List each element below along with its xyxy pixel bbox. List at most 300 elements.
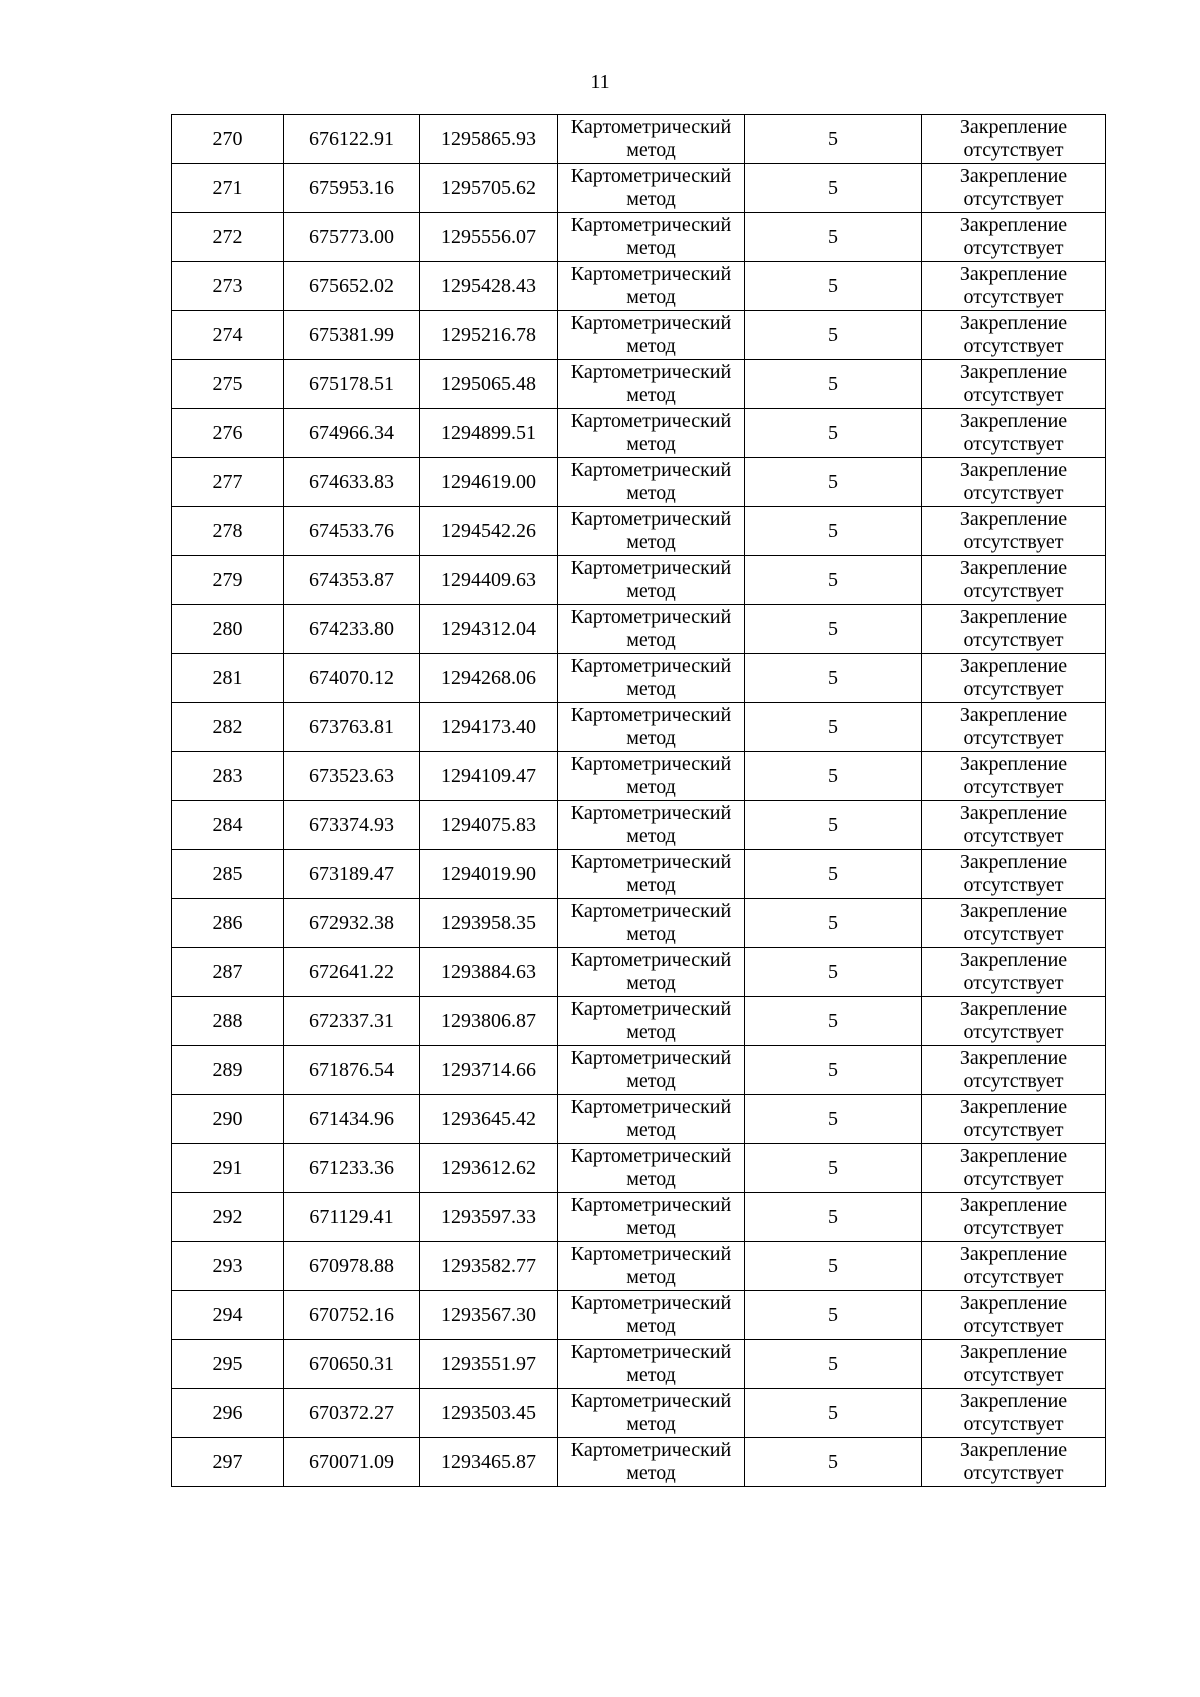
fixation-cell [922,1291,1106,1340]
fixation-text-line: Закрепление [959,704,1068,726]
y-coordinate-cell: 1293645.42 [420,1095,558,1144]
accuracy-cell: 5 [745,801,922,850]
fixation-cell [922,703,1106,752]
table-row [172,899,1106,948]
accuracy-cell: 5 [745,213,922,262]
method-text-line: метод [626,1168,676,1190]
point-number-cell: 272 [172,213,284,262]
accuracy-cell: 5 [745,850,922,899]
point-number-cell: 271 [172,164,284,213]
y-coordinate-cell: 1293958.35 [420,899,558,948]
fixation-cell [922,507,1106,556]
x-coordinate-cell: 675953.16 [284,164,420,213]
point-number-cell: 288 [172,997,284,1046]
fixation-text-line: отсутствует [963,727,1064,749]
table-row [172,360,1106,409]
table-row [172,948,1106,997]
fixation-cell [922,1144,1106,1193]
y-coordinate-cell: 1294173.40 [420,703,558,752]
method-text-line: Картометрический [570,557,732,579]
y-coordinate-cell: 1293714.66 [420,1046,558,1095]
fixation-text-line: Закрепление [959,802,1068,824]
point-number-cell: 294 [172,1291,284,1340]
fixation-text-line: Закрепление [959,459,1068,481]
fixation-cell [922,164,1106,213]
fixation-cell [922,115,1106,164]
x-coordinate-cell: 674633.83 [284,458,420,507]
y-coordinate-cell: 1294312.04 [420,605,558,654]
point-number-cell: 290 [172,1095,284,1144]
y-coordinate-cell: 1295865.93 [420,115,558,164]
accuracy-cell: 5 [745,948,922,997]
x-coordinate-cell: 674070.12 [284,654,420,703]
fixation-text-line: Закрепление [959,214,1068,236]
point-number-cell: 284 [172,801,284,850]
fixation-text-line: отсутствует [963,433,1064,455]
method-text-line: метод [626,825,676,847]
method-text-line: метод [626,286,676,308]
y-coordinate-cell: 1294075.83 [420,801,558,850]
method-cell [558,164,745,213]
x-coordinate-cell: 671233.36 [284,1144,420,1193]
y-coordinate-cell: 1295556.07 [420,213,558,262]
method-text-line: метод [626,923,676,945]
y-coordinate-cell: 1293465.87 [420,1438,558,1487]
method-cell [558,1046,745,1095]
method-cell [558,213,745,262]
fixation-text-line: Закрепление [959,361,1068,383]
method-text-line: метод [626,482,676,504]
point-number-cell: 275 [172,360,284,409]
accuracy-cell: 5 [745,507,922,556]
method-text-line: метод [626,433,676,455]
x-coordinate-cell: 674233.80 [284,605,420,654]
y-coordinate-cell: 1294899.51 [420,409,558,458]
fixation-text-line: отсутствует [963,678,1064,700]
table-row [172,1144,1106,1193]
fixation-cell [922,311,1106,360]
table-row [172,1389,1106,1438]
method-text-line: метод [626,1070,676,1092]
x-coordinate-cell: 674353.87 [284,556,420,605]
method-text-line: Картометрический [570,1047,732,1069]
y-coordinate-cell: 1293612.62 [420,1144,558,1193]
method-cell [558,997,745,1046]
method-text-line: метод [626,531,676,553]
fixation-cell [922,997,1106,1046]
accuracy-cell: 5 [745,360,922,409]
method-text-line: Картометрический [570,116,732,138]
point-number-cell: 296 [172,1389,284,1438]
fixation-text-line: Закрепление [959,312,1068,334]
method-text-line: метод [626,335,676,357]
x-coordinate-cell: 672932.38 [284,899,420,948]
method-text-line: Картометрический [570,655,732,677]
fixation-text-line: отсутствует [963,237,1064,259]
fixation-text-line: Закрепление [959,655,1068,677]
method-text-line: метод [626,1119,676,1141]
fixation-text-line: отсутствует [963,1364,1064,1386]
method-text-line: Картометрический [570,606,732,628]
method-text-line: Картометрический [570,165,732,187]
fixation-cell [922,1242,1106,1291]
point-number-cell: 270 [172,115,284,164]
x-coordinate-cell: 674966.34 [284,409,420,458]
method-text-line: Картометрический [570,1096,732,1118]
point-number-cell: 289 [172,1046,284,1095]
table-row [172,311,1106,360]
x-coordinate-cell: 670752.16 [284,1291,420,1340]
point-number-cell: 279 [172,556,284,605]
accuracy-cell: 5 [745,115,922,164]
table-row [172,1242,1106,1291]
table-row [172,1046,1106,1095]
method-cell [558,654,745,703]
table-row [172,850,1106,899]
method-cell [558,556,745,605]
fixation-text-line: Закрепление [959,606,1068,628]
x-coordinate-cell: 673189.47 [284,850,420,899]
fixation-text-line: отсутствует [963,482,1064,504]
fixation-cell [922,654,1106,703]
y-coordinate-cell: 1295705.62 [420,164,558,213]
fixation-cell [922,899,1106,948]
accuracy-cell: 5 [745,1291,922,1340]
fixation-cell [922,262,1106,311]
method-text-line: метод [626,1364,676,1386]
point-number-cell: 286 [172,899,284,948]
accuracy-cell: 5 [745,703,922,752]
point-number-cell: 282 [172,703,284,752]
method-text-line: Картометрический [570,1341,732,1363]
method-cell [558,1389,745,1438]
accuracy-cell: 5 [745,458,922,507]
fixation-text-line: Закрепление [959,753,1068,775]
fixation-text-line: отсутствует [963,1070,1064,1092]
table-row [172,1095,1106,1144]
table-row [172,801,1106,850]
fixation-cell [922,213,1106,262]
method-text-line: метод [626,1266,676,1288]
accuracy-cell: 5 [745,1193,922,1242]
fixation-text-line: Закрепление [959,1439,1068,1461]
method-text-line: Картометрический [570,508,732,530]
table-row [172,1340,1106,1389]
y-coordinate-cell: 1293551.97 [420,1340,558,1389]
point-number-cell: 278 [172,507,284,556]
fixation-text-line: отсутствует [963,286,1064,308]
method-text-line: Картометрический [570,1292,732,1314]
accuracy-cell: 5 [745,1389,922,1438]
method-text-line: метод [626,139,676,161]
x-coordinate-cell: 675381.99 [284,311,420,360]
table-row [172,1193,1106,1242]
fixation-text-line: отсутствует [963,1315,1064,1337]
table-row [172,507,1106,556]
fixation-text-line: Закрепление [959,1390,1068,1412]
accuracy-cell: 5 [745,262,922,311]
x-coordinate-cell: 674533.76 [284,507,420,556]
point-number-cell: 287 [172,948,284,997]
fixation-cell [922,752,1106,801]
fixation-text-line: Закрепление [959,508,1068,530]
fixation-text-line: Закрепление [959,1194,1068,1216]
accuracy-cell: 5 [745,1340,922,1389]
x-coordinate-cell: 675773.00 [284,213,420,262]
method-text-line: метод [626,776,676,798]
accuracy-cell: 5 [745,1242,922,1291]
table-row [172,752,1106,801]
method-text-line: Картометрический [570,1243,732,1265]
table-row [172,997,1106,1046]
method-cell [558,1242,745,1291]
table-row [172,115,1106,164]
accuracy-cell: 5 [745,164,922,213]
fixation-text-line: отсутствует [963,1021,1064,1043]
x-coordinate-cell: 675178.51 [284,360,420,409]
fixation-text-line: Закрепление [959,1096,1068,1118]
fixation-text-line: Закрепление [959,1047,1068,1069]
table-row [172,262,1106,311]
method-text-line: метод [626,580,676,602]
point-number-cell: 291 [172,1144,284,1193]
table-row [172,703,1106,752]
method-cell [558,311,745,360]
accuracy-cell: 5 [745,556,922,605]
y-coordinate-cell: 1293582.77 [420,1242,558,1291]
method-cell [558,409,745,458]
fixation-cell [922,948,1106,997]
method-text-line: метод [626,629,676,651]
method-text-line: метод [626,972,676,994]
method-cell [558,262,745,311]
method-text-line: Картометрический [570,410,732,432]
table-row [172,458,1106,507]
table-row [172,1291,1106,1340]
fixation-text-line: отсутствует [963,923,1064,945]
y-coordinate-cell: 1293567.30 [420,1291,558,1340]
point-number-cell: 283 [172,752,284,801]
fixation-cell [922,605,1106,654]
table-row [172,409,1106,458]
y-coordinate-cell: 1295216.78 [420,311,558,360]
accuracy-cell: 5 [745,1046,922,1095]
x-coordinate-cell: 673374.93 [284,801,420,850]
x-coordinate-cell: 673523.63 [284,752,420,801]
fixation-cell [922,801,1106,850]
x-coordinate-cell: 670071.09 [284,1438,420,1487]
fixation-text-line: отсутствует [963,825,1064,847]
accuracy-cell: 5 [745,1144,922,1193]
method-text-line: Картометрический [570,753,732,775]
point-number-cell: 277 [172,458,284,507]
fixation-text-line: отсутствует [963,776,1064,798]
x-coordinate-cell: 672337.31 [284,997,420,1046]
fixation-text-line: отсутствует [963,1413,1064,1435]
accuracy-cell: 5 [745,1095,922,1144]
fixation-cell [922,1046,1106,1095]
y-coordinate-cell: 1294109.47 [420,752,558,801]
fixation-text-line: отсутствует [963,188,1064,210]
accuracy-cell: 5 [745,752,922,801]
y-coordinate-cell: 1293884.63 [420,948,558,997]
method-text-line: Картометрический [570,1439,732,1461]
method-text-line: метод [626,874,676,896]
table-row [172,164,1106,213]
fixation-text-line: отсутствует [963,1168,1064,1190]
method-text-line: метод [626,1021,676,1043]
x-coordinate-cell: 676122.91 [284,115,420,164]
fixation-cell [922,458,1106,507]
fixation-text-line: отсутствует [963,874,1064,896]
method-text-line: метод [626,384,676,406]
fixation-text-line: Закрепление [959,557,1068,579]
fixation-cell [922,1340,1106,1389]
method-cell [558,115,745,164]
x-coordinate-cell: 672641.22 [284,948,420,997]
method-text-line: метод [626,188,676,210]
method-cell [558,899,745,948]
method-text-line: метод [626,1462,676,1484]
method-text-line: метод [626,727,676,749]
method-text-line: Картометрический [570,1390,732,1412]
fixation-text-line: Закрепление [959,949,1068,971]
point-number-cell: 274 [172,311,284,360]
x-coordinate-cell: 671434.96 [284,1095,420,1144]
fixation-text-line: отсутствует [963,580,1064,602]
method-cell [558,1144,745,1193]
fixation-text-line: Закрепление [959,116,1068,138]
table-row [172,654,1106,703]
x-coordinate-cell: 671129.41 [284,1193,420,1242]
x-coordinate-cell: 673763.81 [284,703,420,752]
method-cell [558,1095,745,1144]
y-coordinate-cell: 1293503.45 [420,1389,558,1438]
fixation-cell [922,409,1106,458]
fixation-text-line: Закрепление [959,263,1068,285]
accuracy-cell: 5 [745,605,922,654]
method-text-line: Картометрический [570,312,732,334]
point-number-cell: 281 [172,654,284,703]
fixation-text-line: Закрепление [959,1341,1068,1363]
y-coordinate-cell: 1295428.43 [420,262,558,311]
method-text-line: Картометрический [570,900,732,922]
method-cell [558,752,745,801]
method-cell [558,703,745,752]
fixation-text-line: отсутствует [963,1266,1064,1288]
method-cell [558,1438,745,1487]
fixation-text-line: отсутствует [963,1217,1064,1239]
method-text-line: Картометрический [570,1145,732,1167]
fixation-cell [922,1095,1106,1144]
fixation-text-line: Закрепление [959,410,1068,432]
fixation-text-line: отсутствует [963,139,1064,161]
method-text-line: метод [626,1413,676,1435]
method-cell [558,801,745,850]
point-number-cell: 280 [172,605,284,654]
fixation-text-line: Закрепление [959,900,1068,922]
fixation-cell [922,1389,1106,1438]
x-coordinate-cell: 675652.02 [284,262,420,311]
method-text-line: Картометрический [570,361,732,383]
fixation-text-line: Закрепление [959,998,1068,1020]
method-text-line: метод [626,1217,676,1239]
fixation-text-line: отсутствует [963,335,1064,357]
x-coordinate-cell: 670372.27 [284,1389,420,1438]
fixation-cell [922,360,1106,409]
fixation-text-line: отсутствует [963,1119,1064,1141]
point-number-cell: 276 [172,409,284,458]
method-text-line: Картометрический [570,851,732,873]
y-coordinate-cell: 1293597.33 [420,1193,558,1242]
method-cell [558,360,745,409]
method-text-line: Картометрический [570,263,732,285]
y-coordinate-cell: 1295065.48 [420,360,558,409]
method-cell [558,1340,745,1389]
table-row [172,556,1106,605]
fixation-text-line: отсутствует [963,972,1064,994]
method-text-line: Картометрический [570,459,732,481]
method-text-line: Картометрический [570,214,732,236]
accuracy-cell: 5 [745,899,922,948]
method-text-line: Картометрический [570,1194,732,1216]
fixation-text-line: Закрепление [959,1243,1068,1265]
fixation-text-line: Закрепление [959,1292,1068,1314]
method-text-line: Картометрический [570,802,732,824]
point-number-cell: 293 [172,1242,284,1291]
point-number-cell: 285 [172,850,284,899]
method-text-line: метод [626,678,676,700]
page-number: 11 [590,71,610,93]
accuracy-cell: 5 [745,1438,922,1487]
y-coordinate-cell: 1293806.87 [420,997,558,1046]
table-row [172,213,1106,262]
fixation-text-line: Закрепление [959,1145,1068,1167]
method-text-line: Картометрический [570,998,732,1020]
table-row [172,1438,1106,1487]
method-cell [558,1291,745,1340]
fixation-text-line: отсутствует [963,531,1064,553]
y-coordinate-cell: 1294268.06 [420,654,558,703]
table-row [172,605,1106,654]
accuracy-cell: 5 [745,654,922,703]
method-cell [558,948,745,997]
x-coordinate-cell: 671876.54 [284,1046,420,1095]
point-number-cell: 273 [172,262,284,311]
fixation-text-line: отсутствует [963,384,1064,406]
x-coordinate-cell: 670650.31 [284,1340,420,1389]
accuracy-cell: 5 [745,997,922,1046]
method-cell [558,605,745,654]
y-coordinate-cell: 1294409.63 [420,556,558,605]
x-coordinate-cell: 670978.88 [284,1242,420,1291]
fixation-text-line: отсутствует [963,629,1064,651]
fixation-text-line: Закрепление [959,851,1068,873]
method-cell [558,850,745,899]
fixation-cell [922,1193,1106,1242]
point-number-cell: 295 [172,1340,284,1389]
accuracy-cell: 5 [745,311,922,360]
method-cell [558,507,745,556]
method-text-line: метод [626,237,676,259]
coordinates-table [171,114,1106,1487]
fixation-cell [922,850,1106,899]
y-coordinate-cell: 1294619.00 [420,458,558,507]
fixation-text-line: Закрепление [959,165,1068,187]
method-text-line: Картометрический [570,949,732,971]
fixation-text-line: отсутствует [963,1462,1064,1484]
method-text-line: Картометрический [570,704,732,726]
